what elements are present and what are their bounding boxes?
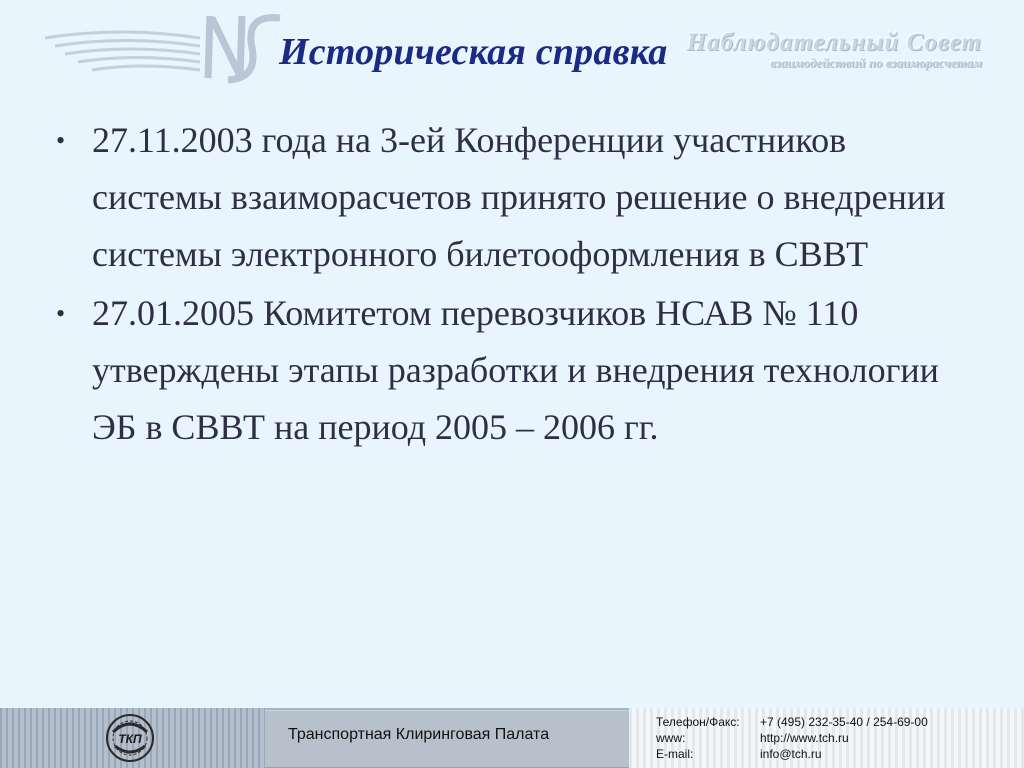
bullet-dot-icon: •: [56, 126, 66, 155]
bullet-list: [56, 112, 976, 456]
www-label: www:: [656, 731, 686, 745]
bullet-dot-icon: •: [56, 299, 66, 328]
bullet-text: 27.11.2003 года на 3-ей Конференции участников системы взаиморасчетов принято решение о внедрении системы электронного билетооформления в СВВТ: [92, 120, 946, 274]
watermark-line-2: взаимодействий по взаиморасчетам: [770, 55, 982, 70]
tkp-logo-icon: [103, 712, 157, 764]
bullet-item: [56, 112, 976, 283]
watermark-line-1: Наблюдательный Совет: [686, 29, 982, 56]
logo-text: ТКП: [118, 732, 142, 746]
phone-label: Телефон/Факс:: [656, 715, 740, 729]
slide-title: Историческая справка: [279, 31, 668, 73]
footer-bar: [0, 708, 1024, 768]
council-watermark: [687, 30, 982, 69]
bullet-item: [56, 285, 976, 456]
council-emblem-icon: [40, 8, 300, 88]
www-link[interactable]: http://www.tch.ru: [760, 731, 849, 745]
email-link[interactable]: info@tch.ru: [760, 747, 822, 761]
email-label: E-mail:: [656, 747, 694, 761]
phone-value: +7 (495) 232-35-40 / 254-69-00: [760, 715, 928, 729]
organization-name: Транспортная Клиринговая Палата: [288, 726, 550, 743]
bullet-text: 27.01.2005 Комитетом перевозчиков НСАВ № 110 утверждены этапы разработки и внедрения технологии ЭБ в СВВТ на период 2005 – 2006 гг.: [92, 293, 939, 447]
